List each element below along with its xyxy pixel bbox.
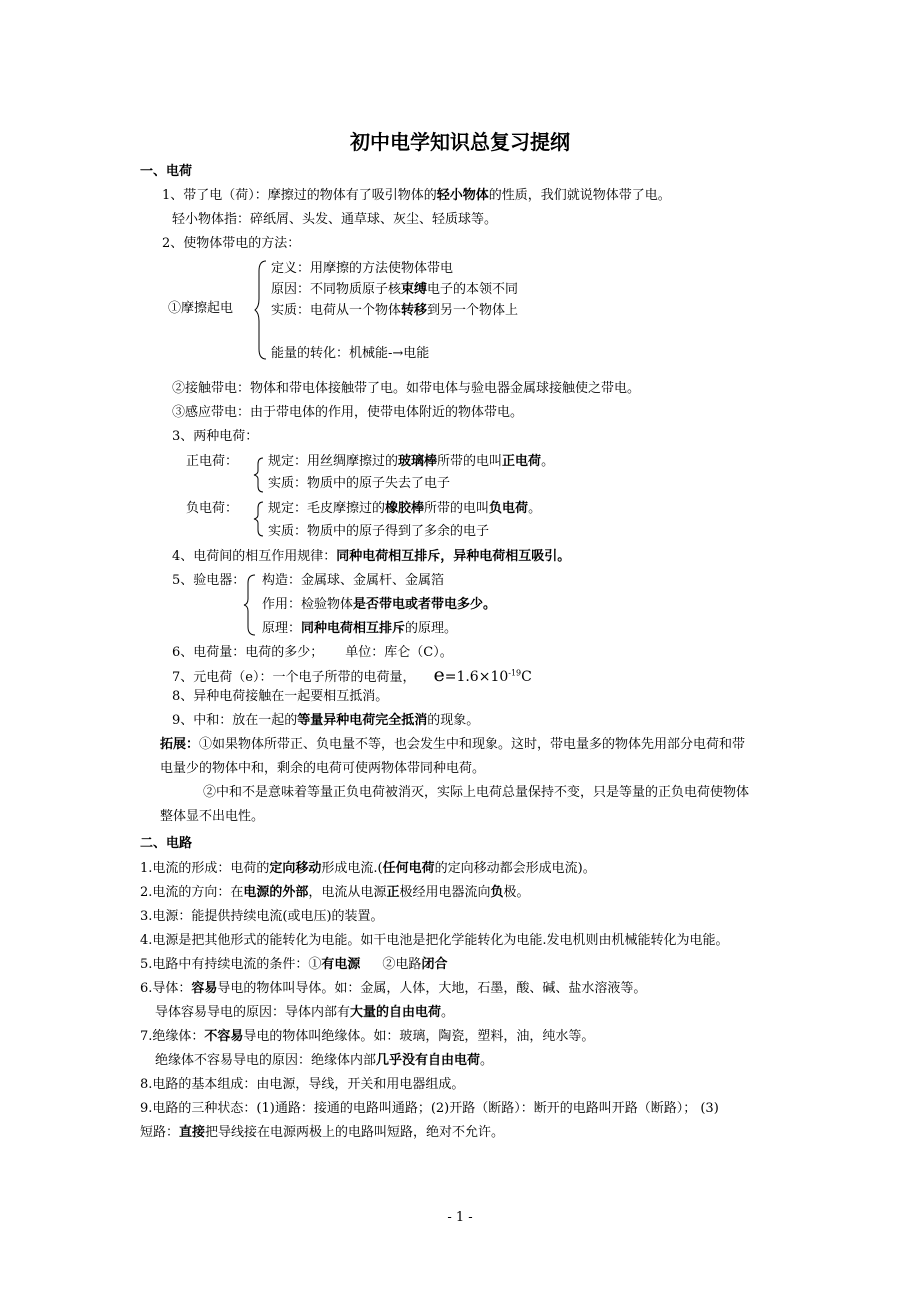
paragraph: 轻小物体指：碎纸屑、头发、通草球、灰尘、轻质球等。 (172, 212, 498, 227)
list-item: 9.电路的三种状态：(1)通路：接通的电路叫通路；(2)开路（断路）：断开的电路叫开路（断路）； (3) (140, 1101, 719, 1116)
extension-line-3: ②中和不是意味着等量正负电荷被消灭，实际上电荷总量保持不变，只是等量的正负电荷使物体 (203, 785, 750, 800)
list-item: 短路：直接把导线接在电源两极上的电路叫短路，绝对不允许。 (140, 1125, 505, 1140)
elementary-charge: 7、元电荷（e）：一个电子所带的电荷量， $e=1.6\times 10^{-19}C$ (172, 664, 532, 686)
brace-icon (253, 500, 265, 538)
paragraph: 8、异种电荷接触在一起要相互抵消。 (172, 689, 389, 704)
brace-icon (253, 456, 265, 494)
page-title: 初中电学知识总复习提纲 (350, 130, 570, 154)
negative-charge-label: 负电荷： (186, 501, 239, 516)
list-item: 4.电源是把其他形式的能转化为电能。如干电池是把化学能转化为电能.发电机则由机械能转化为电能。 (140, 933, 729, 948)
negative-essence: 实质：物质中的原子得到了多余的电子 (268, 524, 490, 539)
brace-icon (243, 573, 257, 637)
list-item: 2.电流的方向：在电源的外部，电流从电源正极经用电器流向负极。 (140, 885, 530, 900)
interaction-law: 4、电荷间的相互作用规律：同种电荷相互排斥，异种电荷相互吸引。 (172, 549, 571, 564)
friction-label: ①摩擦起电 (168, 301, 234, 316)
contact-charging: ②接触带电：物体和带电体接触带了电。如带电体与验电器金属球接触使之带电。 (172, 381, 641, 396)
section-heading-charge: 一、电荷 (140, 164, 193, 179)
electroscope-principle: 原理：同种电荷相互排斥的原理。 (262, 621, 458, 636)
extension-line-2: 电量少的物体中和，剩余的电荷可使两物体带同种电荷。 (160, 761, 486, 776)
positive-rule: 规定：用丝绸摩擦过的玻璃棒所带的电叫正电荷。 (268, 454, 555, 469)
positive-essence: 实质：物质中的原子失去了电子 (268, 476, 451, 491)
list-item: 导体容易导电的原因：导体内部有大量的自由电荷。 (155, 1005, 455, 1020)
friction-reason: 原因：不同物质原子核束缚电子的本领不同 (271, 282, 519, 297)
section-heading-circuit: 二、电路 (140, 836, 193, 851)
page-number: - 1 - (447, 1210, 473, 1225)
electroscope-function: 作用：检验物体是否带电或者带电多少。 (262, 597, 497, 612)
charge-quantity: 6、电荷量：电荷的多少； 单位：库仑（C）。 (172, 645, 453, 660)
paragraph: 2、使物体带电的方法： (162, 236, 301, 251)
extension-line-1: 拓展：①如果物体所带正、负电量不等，也会发生中和现象。这时，带电量多的物体先用部分电荷和带 (160, 737, 746, 752)
list-item: 绝缘体不容易导电的原因：绝缘体内部几乎没有自由电荷。 (155, 1053, 494, 1068)
list-item: 3.电源：能提供持续电流(或电压)的装置。 (140, 909, 384, 924)
electroscope-structure: 构造：金属球、金属杆、金属箔 (262, 573, 445, 588)
list-item: 1.电流的形成：电荷的定向移动形成电流.(任何电荷的定向移动都会形成电流)。 (140, 861, 596, 876)
extension-line-4: 整体显不出电性。 (160, 809, 265, 824)
friction-definition: 定义：用摩擦的方法使物体带电 (271, 261, 454, 276)
list-item: 6.导体：容易导电的物体叫导体。如：金属，人体，大地，石墨，酸、碱、盐水溶液等。 (140, 981, 647, 996)
list-item: 8.电路的基本组成：由电源，导线，开关和用电器组成。 (140, 1077, 465, 1092)
induction-charging: ③感应带电：由于带电体的作用，使带电体附近的物体带电。 (172, 405, 524, 420)
paragraph: 3、两种电荷： (172, 429, 259, 444)
electroscope-label: 5、验电器： (172, 573, 246, 588)
brace-icon (254, 259, 268, 361)
positive-charge-label: 正电荷： (186, 454, 239, 469)
list-item: 5.电路中有持续电流的条件：①有电源 ②电路闭合 (140, 957, 448, 972)
friction-energy: 能量的转化：机械能-→电能 (271, 346, 430, 361)
friction-essence: 实质：电荷从一个物体转移到另一个物体上 (271, 303, 519, 318)
list-item: 7.绝缘体：不容易导电的物体叫绝缘体。如：玻璃，陶瓷，塑料，油，纯水等。 (140, 1029, 595, 1044)
paragraph: 1、带了电（荷）：摩擦过的物体有了吸引物体的轻小物体的性质，我们就说物体带了电。 (162, 188, 671, 203)
neutralization: 9、中和：放在一起的等量异种电荷完全抵消的现象。 (172, 713, 480, 728)
negative-rule: 规定：毛皮摩擦过的橡胶棒所带的电叫负电荷。 (268, 501, 542, 516)
